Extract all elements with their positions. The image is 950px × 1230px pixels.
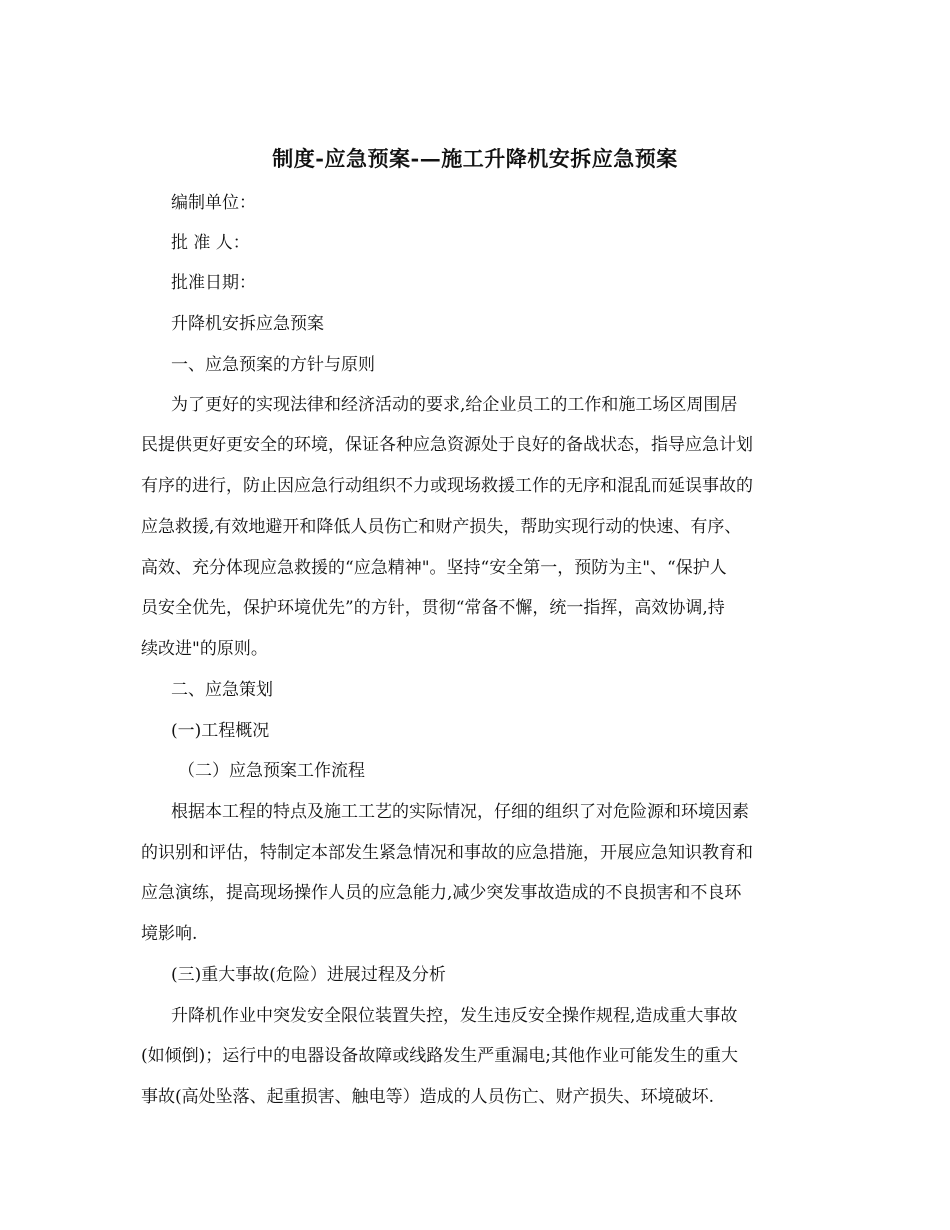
section-heading-2: 二、应急策划 bbox=[171, 680, 273, 700]
paragraph-line: 的识别和评估，特制定本部发生紧急情况和事故的应急措施，开展应急知识教育和 bbox=[141, 843, 753, 863]
document-title: 制度-应急预案-—施工升降机安拆应急预案 bbox=[272, 146, 678, 171]
paragraph-line: 高效、充分体现应急救援的“应急精神"。坚持“安全第一，预防为主"、“保护人 bbox=[141, 558, 727, 578]
paragraph-line: 境影响. bbox=[141, 924, 198, 944]
paragraph-line: 事故(高处坠落、起重损害、触电等）造成的人员伤亡、财产损失、环境破坏. bbox=[141, 1087, 715, 1107]
plan-subtitle: 升降机安拆应急预案 bbox=[171, 314, 324, 334]
subsection-heading-1: (一)工程概况 bbox=[171, 721, 270, 741]
section-heading-1: 一、应急预案的方针与原则 bbox=[171, 355, 375, 375]
paragraph-line: 根据本工程的特点及施工工艺的实际情况，仔细的组织了对危险源和环境因素 bbox=[171, 802, 749, 822]
subsection-heading-3: (三)重大事故(危险）进展过程及分析 bbox=[171, 965, 446, 985]
paragraph-line: 为了更好的实现法律和经济活动的要求,给企业员工的工作和施工场区周围居 bbox=[171, 395, 738, 415]
paragraph-line: (如倾倒)；运行中的电器设备故障或线路发生严重漏电;其他作业可能发生的重大 bbox=[141, 1046, 738, 1066]
paragraph-line: 升降机作业中突发安全限位装置失控，发生违反安全操作规程,造成重大事故 bbox=[171, 1006, 738, 1026]
paragraph-line: 应急演练，提高现场操作人员的应急能力,减少突发事故造成的不良损害和不良环 bbox=[141, 883, 742, 903]
paragraph-line: 民提供更好更安全的环境，保证各种应急资源处于良好的备战状态，指导应急计划 bbox=[141, 435, 753, 455]
paragraph-line: 员安全优先，保护环境优先”的方针，贯彻“常备不懈，统一指挥，高效协调,持 bbox=[141, 598, 725, 618]
approval-date-label: 批准日期： bbox=[171, 273, 256, 293]
org-unit-label: 编制单位： bbox=[171, 193, 256, 213]
approver-label: 批 准 人： bbox=[171, 233, 250, 253]
paragraph-line: 应急救援,有效地避开和降低人员伤亡和财产损失，帮助实现行动的快速、有序、 bbox=[141, 517, 742, 537]
paragraph-line: 续改进"的原则。 bbox=[141, 639, 268, 659]
paragraph-line: 有序的进行，防止因应急行动组织不力或现场救援工作的无序和混乱而延误事故的 bbox=[141, 476, 753, 496]
subsection-heading-2: （二）应急预案工作流程 bbox=[178, 761, 365, 781]
